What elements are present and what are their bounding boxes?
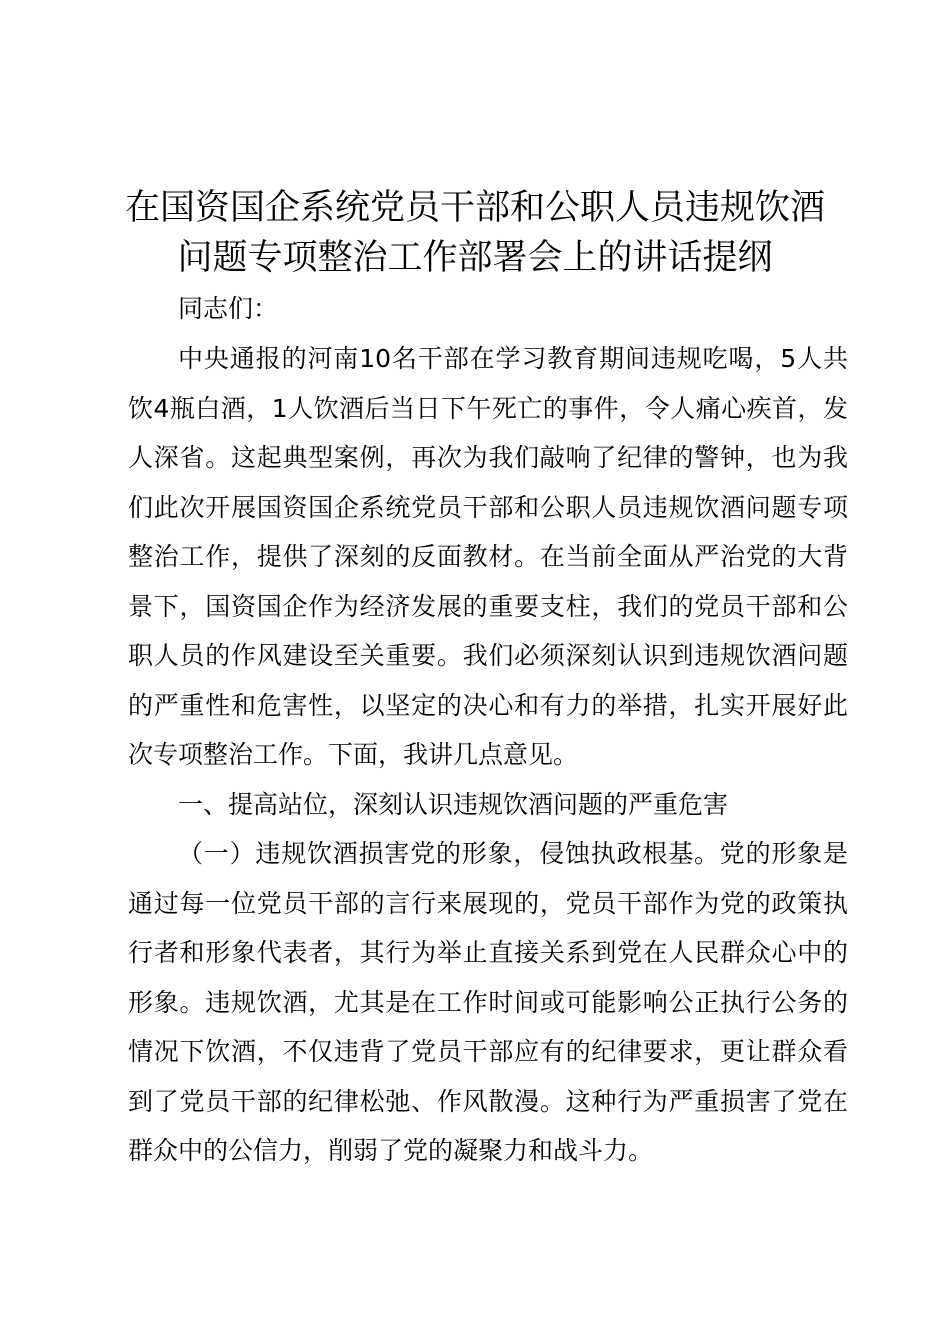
salutation-block <box>128 284 848 334</box>
salutation: 同志们： <box>178 294 279 323</box>
document-title-line-1: 在国资国企系统党员干部和公职人员违规饮酒 <box>124 188 825 228</box>
paragraph-intro: 中央通报的河南10名干部在学习教育期间违规吃喝，5人共饮4瓶白酒，1人饮酒后当日下午死亡的事件，令人痛心疾首，发人深省。这起典型案例，再次为我们敲响了纪律的警钟，也为我们此次开展国资国企系统党员干部和公职人员违规饮酒问题专项整治工作，提供了深刻的反面教材。在当前全面从严治党的大背景下，国资国企作为经济发展的重要支柱，我们的党员干部和公职人员的作风建设至关重要。我们必须深刻认识到违规饮酒问题的严重性和危害性，以坚定的决心和有力的举措，扎实开展好此次专项整治工作。下面，我讲几点意见。 <box>128 344 848 769</box>
paragraph-subsection-1: （一）违规饮酒损害党的形象，侵蚀执政根基。党的形象是通过每一位党员干部的言行来展现的，党员干部作为党的政策执行者和形象代表者，其行为举止直接关系到党在人民群众心中的形象。违规饮酒，尤其是在工作时间或可能影响公正执行公务的情况下饮酒，不仅违背了党员干部应有的纪律要求，更让群众看到了党员干部的纪律松弛、作风散漫。这种行为严重损害了党在群众中的公信力，削弱了党的凝聚力和战斗力。 <box>128 839 848 1165</box>
document-title-line-2: 问题专项整治工作部署会上的讲话提纲 <box>177 238 773 278</box>
document-body <box>128 334 848 1176</box>
section-heading: 一、提高站位，深刻认识违规饮酒问题的严重危害 <box>178 789 729 819</box>
